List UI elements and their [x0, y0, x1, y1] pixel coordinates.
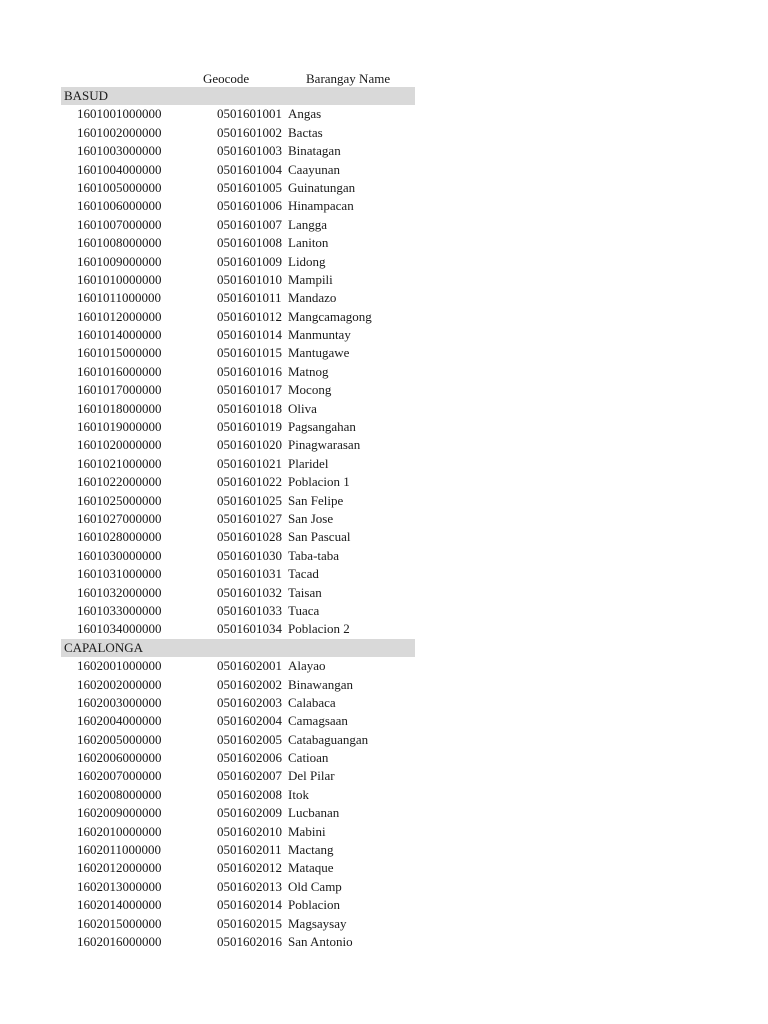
table-row: [0, 694, 768, 712]
geocode-cell: 0501601028: [217, 529, 282, 545]
psgc-code-cell: 1601034000000: [77, 621, 162, 637]
geocode-cell: 0501601030: [217, 547, 282, 563]
table-row: [0, 253, 768, 271]
geocode-cell: 0501602014: [217, 897, 282, 913]
geocode-cell: 0501601018: [217, 400, 282, 416]
geocode-cell: 0501601025: [217, 492, 282, 508]
psgc-code-cell: 1601018000000: [77, 400, 162, 416]
table-row: [0, 804, 768, 822]
barangay-name-cell: Matnog: [288, 363, 329, 379]
geocode-cell: 0501601031: [217, 566, 282, 582]
barangay-name-cell: Mampili: [288, 271, 333, 287]
table-row: [0, 933, 768, 951]
table-row: [0, 161, 768, 179]
table-row: [0, 179, 768, 197]
psgc-code-cell: 1602006000000: [77, 750, 162, 766]
geocode-cell: 0501602008: [217, 786, 282, 802]
geocode-cell: 0501601009: [217, 253, 282, 269]
geocode-cell: 0501601012: [217, 308, 282, 324]
psgc-code-cell: 1602015000000: [77, 915, 162, 931]
psgc-code-cell: 1602009000000: [77, 805, 162, 821]
barangay-name-cell: Poblacion 2: [288, 621, 350, 637]
psgc-code-cell: 1601015000000: [77, 345, 162, 361]
psgc-code-cell: 1602008000000: [77, 786, 162, 802]
municipality-group-header: CAPALONGA: [61, 639, 415, 657]
geocode-cell: 0501602006: [217, 750, 282, 766]
barangay-name-cell: Laniton: [288, 235, 329, 251]
barangay-name-cell: Old Camp: [288, 878, 342, 894]
geocode-cell: 0501601016: [217, 363, 282, 379]
table-row: [0, 565, 768, 583]
psgc-code-cell: 1601009000000: [77, 253, 162, 269]
barangay-name-cell: Bactas: [288, 124, 323, 140]
psgc-code-cell: 1601017000000: [77, 382, 162, 398]
geocode-cell: 0501601020: [217, 437, 282, 453]
geocode-cell: 0501601008: [217, 235, 282, 251]
geocode-cell: 0501601002: [217, 124, 282, 140]
psgc-code-cell: 1601002000000: [77, 124, 162, 140]
psgc-code-cell: 1601003000000: [77, 143, 162, 159]
geocode-cell: 0501602012: [217, 860, 282, 876]
table-row: [0, 400, 768, 418]
table-row: [0, 823, 768, 841]
barangay-name-cell: Calabaca: [288, 694, 336, 710]
table-row: [0, 896, 768, 914]
table-row: [0, 455, 768, 473]
table-row: [0, 436, 768, 454]
psgc-code-cell: 1601007000000: [77, 216, 162, 232]
barangay-name-cell: Mabini: [288, 823, 326, 839]
psgc-code-cell: 1601014000000: [77, 327, 162, 343]
barangay-name-cell: Catabaguangan: [288, 731, 369, 747]
barangay-table: [0, 87, 768, 951]
geocode-cell: 0501602002: [217, 676, 282, 692]
geocode-column-header: Geocode: [203, 71, 250, 86]
barangay-name-cell: Poblacion 1: [288, 474, 350, 490]
geocode-cell: 0501602009: [217, 805, 282, 821]
psgc-code-cell: 1601031000000: [77, 566, 162, 582]
geocode-cell: 0501601033: [217, 602, 282, 618]
geocode-cell: 0501602001: [217, 658, 282, 674]
barangay-name-cell: Mandazo: [288, 290, 337, 306]
geocode-cell: 0501601017: [217, 382, 282, 398]
table-row: [0, 197, 768, 215]
geocode-cell: 0501601003: [217, 143, 282, 159]
barangay-name-cell: Alayao: [288, 658, 326, 674]
geocode-cell: 0501602007: [217, 768, 282, 784]
geocode-cell: 0501601006: [217, 198, 282, 214]
table-row: [0, 142, 768, 160]
barangay-name-cell: Manmuntay: [288, 327, 351, 343]
geocode-cell: 0501601007: [217, 216, 282, 232]
psgc-code-cell: 1601004000000: [77, 161, 162, 177]
geocode-cell: 0501602010: [217, 823, 282, 839]
table-row: [0, 749, 768, 767]
geocode-cell: 0501602015: [217, 915, 282, 931]
table-row: [0, 841, 768, 859]
psgc-code-cell: 1602016000000: [77, 933, 162, 949]
barangay-name-cell: Binawangan: [288, 676, 353, 692]
psgc-code-cell: 1602010000000: [77, 823, 162, 839]
barangay-name-cell: Langga: [288, 216, 327, 232]
table-row: [0, 418, 768, 436]
psgc-code-cell: 1601011000000: [77, 290, 162, 306]
geocode-cell: 0501601021: [217, 455, 282, 471]
barangay-name-cell: San Felipe: [288, 492, 344, 508]
barangay-name-cell: Poblacion: [288, 897, 340, 913]
table-row: [0, 528, 768, 546]
table-row: [0, 234, 768, 252]
barangay-name-cell: San Jose: [288, 510, 334, 526]
psgc-code-cell: 1601022000000: [77, 474, 162, 490]
barangay-name-cell: Hinampacan: [288, 198, 354, 214]
geocode-cell: 0501601005: [217, 179, 282, 195]
column-header-row: [0, 70, 768, 88]
table-row: [0, 308, 768, 326]
barangay-name-cell: Pinagwarasan: [288, 437, 361, 453]
psgc-code-cell: 1601008000000: [77, 235, 162, 251]
barangay-name-cell: Mactang: [288, 842, 334, 858]
table-row: [0, 859, 768, 877]
geocode-cell: 0501602005: [217, 731, 282, 747]
barangay-name-cell: Magsaysay: [288, 915, 347, 931]
table-row: [0, 492, 768, 510]
table-row: [0, 473, 768, 491]
psgc-code-cell: 1602001000000: [77, 658, 162, 674]
geocode-cell: 0501602003: [217, 694, 282, 710]
table-row: [0, 620, 768, 638]
psgc-code-cell: 1602013000000: [77, 878, 162, 894]
table-row: [0, 712, 768, 730]
geocode-cell: 0501602013: [217, 878, 282, 894]
municipality-group-header: BASUD: [61, 87, 415, 105]
psgc-code-cell: 1601032000000: [77, 584, 162, 600]
geocode-cell: 0501601004: [217, 161, 282, 177]
barangay-name-cell: Guinatungan: [288, 179, 356, 195]
barangay-name-cell: Itok: [288, 786, 309, 802]
table-row: [0, 584, 768, 602]
barangay-name-cell: Pagsangahan: [288, 419, 356, 435]
psgc-code-cell: 1601006000000: [77, 198, 162, 214]
barangay-name-column-header: Barangay Name: [306, 71, 391, 86]
psgc-code-cell: 1602012000000: [77, 860, 162, 876]
geocode-cell: 0501601014: [217, 327, 282, 343]
psgc-code-cell: 1601021000000: [77, 455, 162, 471]
barangay-name-cell: Mantugawe: [288, 345, 350, 361]
geocode-cell: 0501601032: [217, 584, 282, 600]
geocode-cell: 0501601011: [217, 290, 282, 306]
barangay-name-cell: Tuaca: [288, 602, 320, 618]
psgc-code-cell: 1601001000000: [77, 106, 162, 122]
geocode-cell: 0501601010: [217, 271, 282, 287]
psgc-code-cell: 1601012000000: [77, 308, 162, 324]
geocode-cell: 0501601034: [217, 621, 282, 637]
barangay-name-cell: Catioan: [288, 750, 329, 766]
psgc-code-cell: 1601010000000: [77, 271, 162, 287]
psgc-code-cell: 1601030000000: [77, 547, 162, 563]
psgc-code-cell: 1601033000000: [77, 602, 162, 618]
geocode-cell: 0501602016: [217, 933, 282, 949]
psgc-code-cell: 1602004000000: [77, 713, 162, 729]
barangay-name-cell: Mataque: [288, 860, 334, 876]
geocode-cell: 0501601022: [217, 474, 282, 490]
barangay-name-cell: Lidong: [288, 253, 326, 269]
geocode-cell: 0501601019: [217, 419, 282, 435]
table-row: [0, 676, 768, 694]
table-row: [0, 915, 768, 933]
table-row: [0, 105, 768, 123]
table-row: [0, 878, 768, 896]
barangay-name-cell: Plaridel: [288, 455, 329, 471]
psgc-code-cell: 1601019000000: [77, 419, 162, 435]
barangay-name-cell: Taisan: [288, 584, 322, 600]
table-row: [0, 326, 768, 344]
barangay-name-cell: Tacad: [288, 566, 319, 582]
barangay-name-cell: Caayunan: [288, 161, 340, 177]
table-row: [0, 363, 768, 381]
table-row: [0, 786, 768, 804]
table-row: [0, 124, 768, 142]
geocode-cell: 0501602004: [217, 713, 282, 729]
barangay-name-cell: Oliva: [288, 400, 317, 416]
barangay-name-cell: Mocong: [288, 382, 332, 398]
barangay-name-cell: Mangcamagong: [288, 308, 372, 324]
psgc-code-cell: 1601028000000: [77, 529, 162, 545]
psgc-code-cell: 1602014000000: [77, 897, 162, 913]
table-row: [0, 657, 768, 675]
psgc-code-cell: 1601005000000: [77, 179, 162, 195]
psgc-code-cell: 1601016000000: [77, 363, 162, 379]
barangay-name-cell: Angas: [288, 106, 322, 122]
table-row: [0, 381, 768, 399]
psgc-code-cell: 1602003000000: [77, 694, 162, 710]
table-row: [0, 602, 768, 620]
psgc-code-cell: 1601027000000: [77, 510, 162, 526]
barangay-name-cell: Lucbanan: [288, 805, 340, 821]
table-row: [0, 547, 768, 565]
barangay-name-cell: Taba-taba: [288, 547, 340, 563]
table-row: [0, 767, 768, 785]
table-row: [0, 344, 768, 362]
psgc-code-cell: 1602005000000: [77, 731, 162, 747]
table-row: [0, 731, 768, 749]
psgc-code-cell: 1602007000000: [77, 768, 162, 784]
geocode-cell: 0501601015: [217, 345, 282, 361]
geocode-cell: 0501602011: [217, 842, 282, 858]
barangay-name-cell: Del Pilar: [288, 768, 335, 784]
barangay-name-cell: Binatagan: [288, 143, 341, 159]
geocode-cell: 0501601027: [217, 510, 282, 526]
table-row: [0, 216, 768, 234]
barangay-name-cell: San Pascual: [288, 529, 351, 545]
table-row: [0, 289, 768, 307]
geocode-cell: 0501601001: [217, 106, 282, 122]
psgc-code-cell: 1601025000000: [77, 492, 162, 508]
psgc-code-cell: 1602011000000: [77, 842, 162, 858]
psgc-code-cell: 1602002000000: [77, 676, 162, 692]
psgc-code-cell: 1601020000000: [77, 437, 162, 453]
table-row: [0, 271, 768, 289]
barangay-name-cell: San Antonio: [288, 933, 353, 949]
table-row: [0, 510, 768, 528]
barangay-name-cell: Camagsaan: [288, 713, 348, 729]
